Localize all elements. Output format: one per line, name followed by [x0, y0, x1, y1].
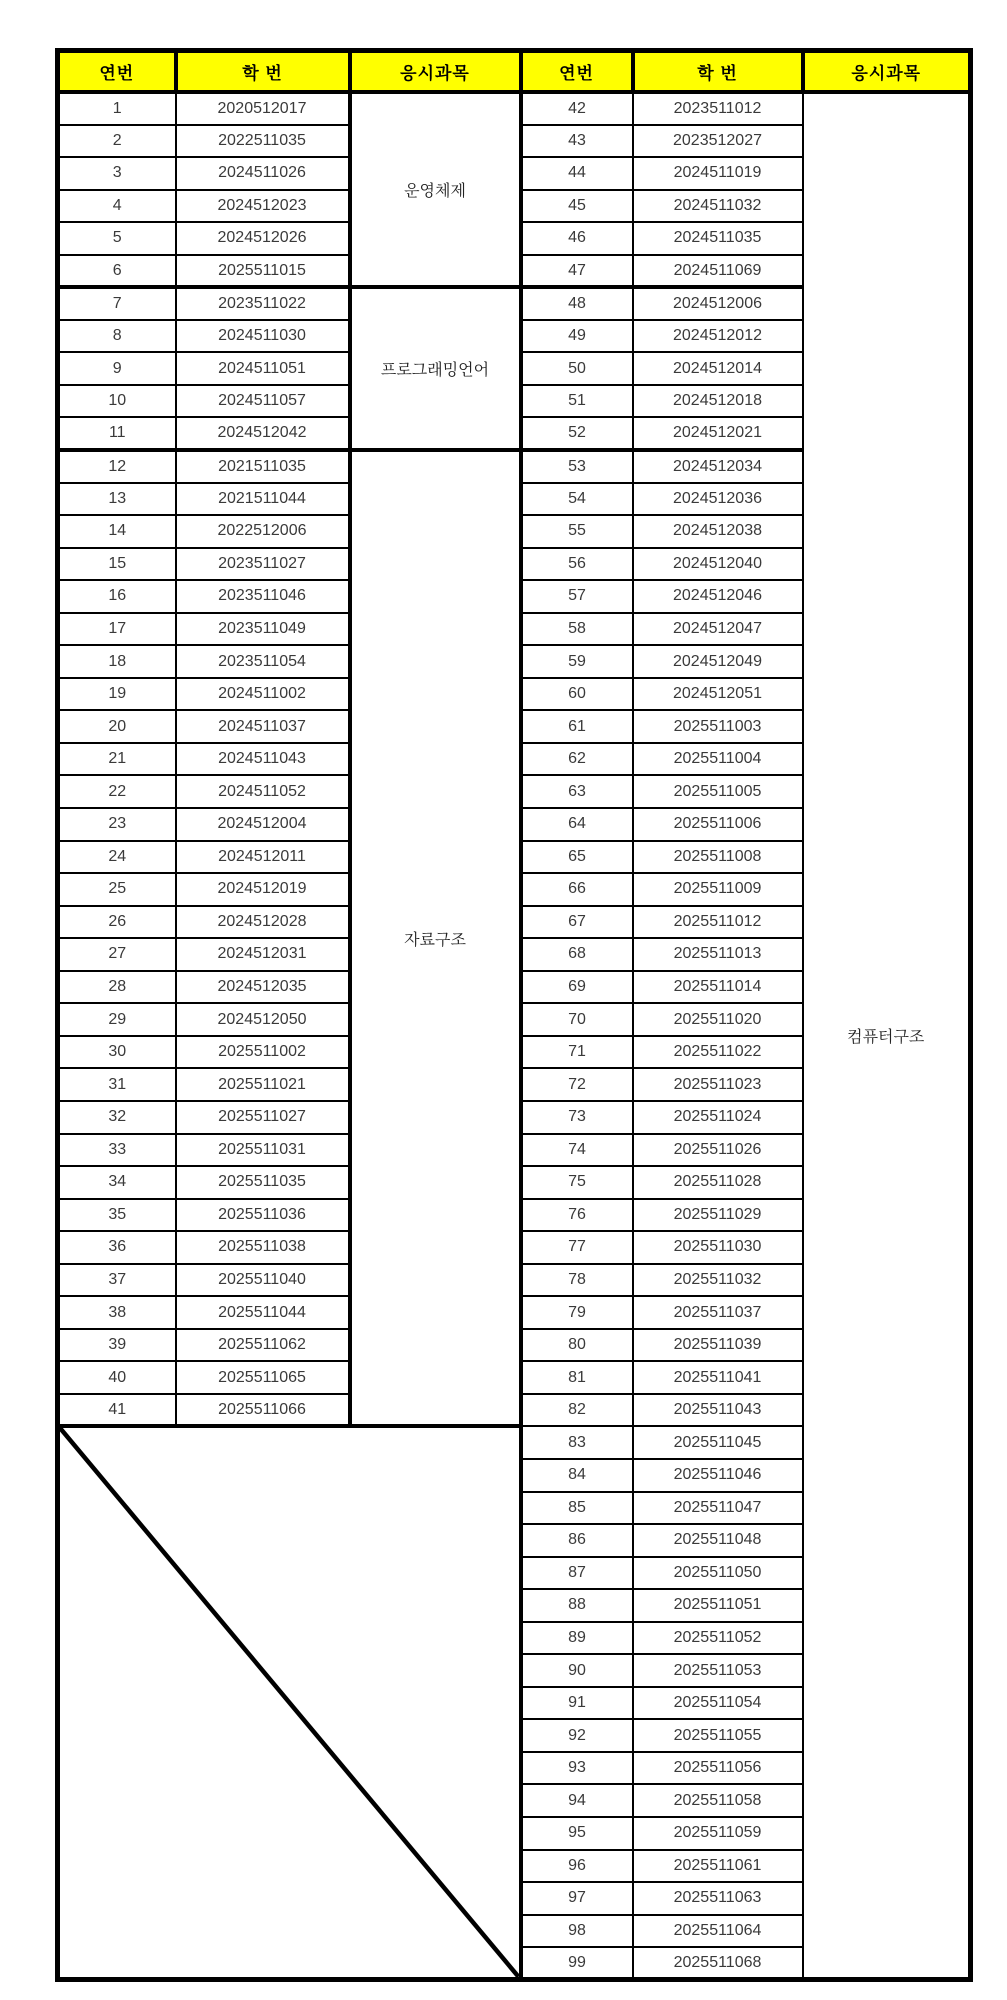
student-id-cell: 2025511048 — [633, 1524, 803, 1557]
row-number-cell: 13 — [58, 483, 176, 516]
row-number-cell: 85 — [521, 1492, 633, 1525]
col-header-student-id-right: 학 번 — [633, 51, 803, 93]
table-header-row — [58, 51, 971, 93]
row-number-cell: 92 — [521, 1719, 633, 1752]
student-id-cell: 2024511051 — [176, 352, 350, 385]
row-number-cell: 48 — [521, 287, 633, 320]
student-id-cell: 2025511058 — [633, 1784, 803, 1817]
student-id-cell: 2024512038 — [633, 515, 803, 548]
subject-cell: 컴퓨터구조 — [803, 92, 971, 1980]
row-number-cell: 71 — [521, 1036, 633, 1069]
student-id-cell: 2025511032 — [633, 1264, 803, 1297]
row-number-cell: 82 — [521, 1394, 633, 1427]
student-id-cell: 2024511043 — [176, 743, 350, 776]
diagonal-slash-line — [60, 1428, 519, 1977]
row-number-cell: 24 — [58, 841, 176, 874]
student-id-cell: 2024511019 — [633, 157, 803, 190]
row-number-cell: 42 — [521, 92, 633, 125]
student-id-cell: 2023511054 — [176, 645, 350, 678]
student-id-cell: 2025511028 — [633, 1166, 803, 1199]
row-number-cell: 99 — [521, 1947, 633, 1980]
row-number-cell: 25 — [58, 873, 176, 906]
row-number-cell: 64 — [521, 808, 633, 841]
student-id-cell: 2025511061 — [633, 1850, 803, 1883]
row-number-cell: 9 — [58, 352, 176, 385]
student-id-cell: 2025511003 — [633, 710, 803, 743]
row-number-cell: 46 — [521, 222, 633, 255]
student-id-cell: 2025511027 — [176, 1101, 350, 1134]
student-id-cell: 2025511029 — [633, 1199, 803, 1232]
student-id-cell: 2024511032 — [633, 190, 803, 223]
row-number-cell: 70 — [521, 1003, 633, 1036]
student-id-cell: 2025511044 — [176, 1296, 350, 1329]
row-number-cell: 36 — [58, 1231, 176, 1264]
row-number-cell: 74 — [521, 1134, 633, 1167]
student-id-cell: 2024512046 — [633, 580, 803, 613]
student-id-cell: 2025511035 — [176, 1166, 350, 1199]
row-number-cell: 22 — [58, 775, 176, 808]
student-id-cell: 2024512006 — [633, 287, 803, 320]
student-id-cell: 2024512018 — [633, 385, 803, 418]
student-id-cell: 2023511027 — [176, 548, 350, 581]
student-id-cell: 2025511006 — [633, 808, 803, 841]
row-number-cell: 33 — [58, 1134, 176, 1167]
student-id-cell: 2024512023 — [176, 190, 350, 223]
student-id-cell: 2025511045 — [633, 1426, 803, 1459]
row-number-cell: 45 — [521, 190, 633, 223]
row-number-cell: 94 — [521, 1784, 633, 1817]
student-id-cell: 2024512050 — [176, 1003, 350, 1036]
row-number-cell: 5 — [58, 222, 176, 255]
row-number-cell: 73 — [521, 1101, 633, 1134]
row-number-cell: 43 — [521, 125, 633, 158]
row-number-cell: 67 — [521, 906, 633, 939]
student-id-cell: 2024512011 — [176, 841, 350, 874]
row-number-cell: 3 — [58, 157, 176, 190]
row-number-cell: 27 — [58, 938, 176, 971]
row-number-cell: 47 — [521, 255, 633, 288]
subject-cell: 자료구조 — [350, 450, 521, 1426]
row-number-cell: 2 — [58, 125, 176, 158]
row-number-cell: 83 — [521, 1426, 633, 1459]
col-header-seq-right: 연번 — [521, 51, 633, 93]
student-id-cell: 2023511012 — [633, 92, 803, 125]
student-id-cell: 2025511051 — [633, 1589, 803, 1622]
student-id-cell: 2021511035 — [176, 450, 350, 483]
row-number-cell: 21 — [58, 743, 176, 776]
student-id-cell: 2022512006 — [176, 515, 350, 548]
student-id-cell: 2024511035 — [633, 222, 803, 255]
student-id-cell: 2025511066 — [176, 1394, 350, 1427]
row-number-cell: 15 — [58, 548, 176, 581]
student-id-cell: 2025511002 — [176, 1036, 350, 1069]
student-id-cell: 2024511030 — [176, 320, 350, 353]
row-number-cell: 93 — [521, 1752, 633, 1785]
row-number-cell: 97 — [521, 1882, 633, 1915]
student-id-cell: 2025511046 — [633, 1459, 803, 1492]
row-number-cell: 61 — [521, 710, 633, 743]
student-id-cell: 2024511069 — [633, 255, 803, 288]
student-id-cell: 2024511026 — [176, 157, 350, 190]
student-id-cell: 2025511054 — [633, 1687, 803, 1720]
student-id-cell: 2025511050 — [633, 1557, 803, 1590]
student-id-cell: 2025511013 — [633, 938, 803, 971]
row-number-cell: 17 — [58, 613, 176, 646]
col-header-subject-right: 응시과목 — [803, 51, 971, 93]
student-id-cell: 2024512035 — [176, 971, 350, 1004]
student-id-cell: 2025511026 — [633, 1134, 803, 1167]
row-number-cell: 41 — [58, 1394, 176, 1427]
col-header-student-id-left: 학 번 — [176, 51, 350, 93]
row-number-cell: 65 — [521, 841, 633, 874]
row-number-cell: 12 — [58, 450, 176, 483]
student-id-cell: 2024512021 — [633, 417, 803, 450]
student-id-cell: 2024512047 — [633, 613, 803, 646]
student-id-cell: 2024512036 — [633, 483, 803, 516]
student-id-cell: 2024512004 — [176, 808, 350, 841]
row-number-cell: 34 — [58, 1166, 176, 1199]
student-id-cell: 2023511046 — [176, 580, 350, 613]
student-id-cell: 2025511014 — [633, 971, 803, 1004]
student-id-cell: 2025511039 — [633, 1329, 803, 1362]
student-id-cell: 2025511043 — [633, 1394, 803, 1427]
student-id-cell: 2025511059 — [633, 1817, 803, 1850]
row-number-cell: 59 — [521, 645, 633, 678]
student-id-cell: 2024512034 — [633, 450, 803, 483]
row-number-cell: 52 — [521, 417, 633, 450]
student-id-cell: 2025511009 — [633, 873, 803, 906]
row-number-cell: 8 — [58, 320, 176, 353]
row-number-cell: 89 — [521, 1622, 633, 1655]
student-id-cell: 2022511035 — [176, 125, 350, 158]
student-id-cell: 2025511053 — [633, 1654, 803, 1687]
student-id-cell: 2025511015 — [176, 255, 350, 288]
row-number-cell: 98 — [521, 1915, 633, 1948]
row-number-cell: 30 — [58, 1036, 176, 1069]
student-id-cell: 2023511022 — [176, 287, 350, 320]
row-number-cell: 28 — [58, 971, 176, 1004]
student-id-cell: 2024512028 — [176, 906, 350, 939]
student-id-cell: 2024512026 — [176, 222, 350, 255]
row-number-cell: 58 — [521, 613, 633, 646]
student-id-cell: 2024512040 — [633, 548, 803, 581]
student-id-cell: 2025511062 — [176, 1329, 350, 1362]
row-number-cell: 11 — [58, 417, 176, 450]
student-id-cell: 2024512042 — [176, 417, 350, 450]
row-number-cell: 19 — [58, 678, 176, 711]
row-number-cell: 31 — [58, 1068, 176, 1101]
student-id-cell: 2025511012 — [633, 906, 803, 939]
student-id-cell: 2025511041 — [633, 1361, 803, 1394]
row-number-cell: 35 — [58, 1199, 176, 1232]
student-id-cell: 2024512051 — [633, 678, 803, 711]
student-id-cell: 2025511052 — [633, 1622, 803, 1655]
student-id-cell: 2025511005 — [633, 775, 803, 808]
row-number-cell: 32 — [58, 1101, 176, 1134]
student-id-cell: 2024511057 — [176, 385, 350, 418]
student-id-cell: 2021511044 — [176, 483, 350, 516]
row-number-cell: 76 — [521, 1199, 633, 1232]
row-number-cell: 1 — [58, 92, 176, 125]
student-id-cell: 2025511055 — [633, 1719, 803, 1752]
row-number-cell: 20 — [58, 710, 176, 743]
row-number-cell: 63 — [521, 775, 633, 808]
table-body — [58, 92, 971, 1980]
subject-cell: 운영체제 — [350, 92, 521, 287]
empty-diagonal-cell — [58, 1426, 521, 1979]
row-number-cell: 51 — [521, 385, 633, 418]
row-number-cell: 75 — [521, 1166, 633, 1199]
student-id-cell: 2025511040 — [176, 1264, 350, 1297]
row-number-cell: 16 — [58, 580, 176, 613]
student-id-cell: 2020512017 — [176, 92, 350, 125]
student-id-cell: 2025511063 — [633, 1882, 803, 1915]
student-id-cell: 2025511030 — [633, 1231, 803, 1264]
row-number-cell: 79 — [521, 1296, 633, 1329]
student-id-cell: 2024512031 — [176, 938, 350, 971]
student-id-cell: 2024511002 — [176, 678, 350, 711]
row-number-cell: 55 — [521, 515, 633, 548]
row-number-cell: 26 — [58, 906, 176, 939]
student-id-cell: 2024512012 — [633, 320, 803, 353]
row-number-cell: 90 — [521, 1654, 633, 1687]
row-number-cell: 80 — [521, 1329, 633, 1362]
student-id-cell: 2025511056 — [633, 1752, 803, 1785]
row-number-cell: 40 — [58, 1361, 176, 1394]
student-id-cell: 2025511024 — [633, 1101, 803, 1134]
row-number-cell: 50 — [521, 352, 633, 385]
row-number-cell: 95 — [521, 1817, 633, 1850]
row-number-cell: 54 — [521, 483, 633, 516]
row-number-cell: 18 — [58, 645, 176, 678]
row-number-cell: 81 — [521, 1361, 633, 1394]
row-number-cell: 57 — [521, 580, 633, 613]
student-id-cell: 2024512049 — [633, 645, 803, 678]
student-id-cell: 2025511031 — [176, 1134, 350, 1167]
row-number-cell: 4 — [58, 190, 176, 223]
row-number-cell: 72 — [521, 1068, 633, 1101]
row-number-cell: 53 — [521, 450, 633, 483]
row-number-cell: 96 — [521, 1850, 633, 1883]
row-number-cell: 91 — [521, 1687, 633, 1720]
row-number-cell: 88 — [521, 1589, 633, 1622]
row-number-cell: 56 — [521, 548, 633, 581]
row-number-cell: 7 — [58, 287, 176, 320]
student-id-cell: 2025511037 — [633, 1296, 803, 1329]
row-number-cell: 38 — [58, 1296, 176, 1329]
student-id-cell: 2024511052 — [176, 775, 350, 808]
row-number-cell: 86 — [521, 1524, 633, 1557]
row-number-cell: 62 — [521, 743, 633, 776]
student-id-cell: 2025511064 — [633, 1915, 803, 1948]
student-id-cell: 2025511023 — [633, 1068, 803, 1101]
student-id-cell: 2023511049 — [176, 613, 350, 646]
row-number-cell: 23 — [58, 808, 176, 841]
row-number-cell: 49 — [521, 320, 633, 353]
row-number-cell: 37 — [58, 1264, 176, 1297]
student-id-cell: 2024511037 — [176, 710, 350, 743]
row-number-cell: 39 — [58, 1329, 176, 1362]
row-number-cell: 77 — [521, 1231, 633, 1264]
row-number-cell: 66 — [521, 873, 633, 906]
col-header-seq-left: 연번 — [58, 51, 176, 93]
student-id-cell: 2024512014 — [633, 352, 803, 385]
table-row — [58, 92, 971, 125]
student-id-cell: 2025511036 — [176, 1199, 350, 1232]
row-number-cell: 6 — [58, 255, 176, 288]
row-number-cell: 84 — [521, 1459, 633, 1492]
row-number-cell: 10 — [58, 385, 176, 418]
row-number-cell: 14 — [58, 515, 176, 548]
student-id-cell: 2025511022 — [633, 1036, 803, 1069]
student-id-cell: 2025511020 — [633, 1003, 803, 1036]
row-number-cell: 78 — [521, 1264, 633, 1297]
row-number-cell: 68 — [521, 938, 633, 971]
exam-roster-table — [55, 48, 973, 1982]
row-number-cell: 87 — [521, 1557, 633, 1590]
student-id-cell: 2025511068 — [633, 1947, 803, 1980]
student-id-cell: 2025511065 — [176, 1361, 350, 1394]
student-id-cell: 2025511047 — [633, 1492, 803, 1525]
row-number-cell: 29 — [58, 1003, 176, 1036]
row-number-cell: 60 — [521, 678, 633, 711]
row-number-cell: 44 — [521, 157, 633, 190]
student-id-cell: 2024512019 — [176, 873, 350, 906]
student-id-cell: 2025511008 — [633, 841, 803, 874]
subject-cell: 프로그래밍언어 — [350, 287, 521, 450]
row-number-cell: 69 — [521, 971, 633, 1004]
student-id-cell: 2025511021 — [176, 1068, 350, 1101]
student-id-cell: 2025511038 — [176, 1231, 350, 1264]
exam-roster-sheet — [55, 48, 973, 1982]
student-id-cell: 2023512027 — [633, 125, 803, 158]
student-id-cell: 2025511004 — [633, 743, 803, 776]
col-header-subject-left: 응시과목 — [350, 51, 521, 93]
